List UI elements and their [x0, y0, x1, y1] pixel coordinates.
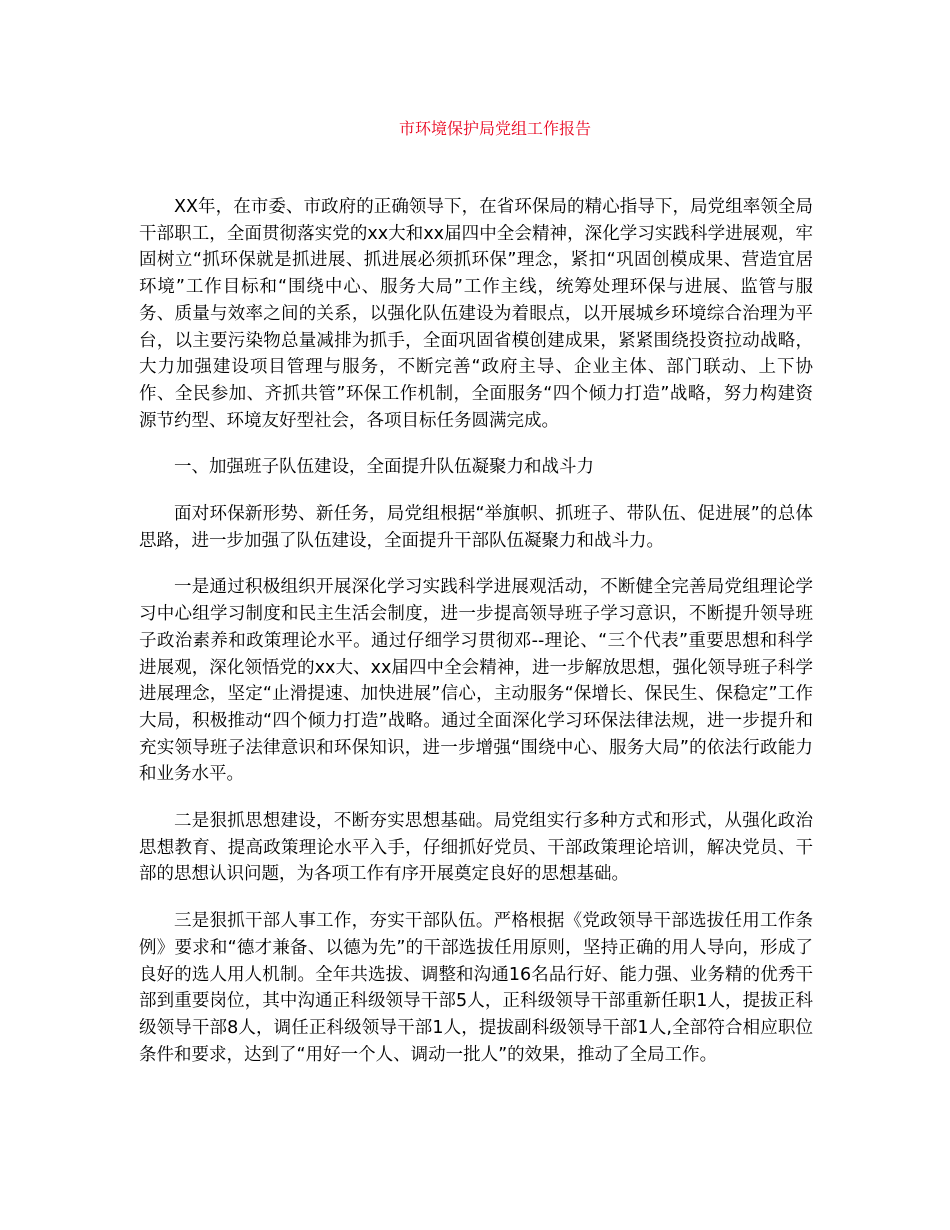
intro-paragraph: XX年，在市委、市政府的正确领导下，在省环保局的精心指导下，局党组率领全局干部职工，全面贯彻落实党的xx大和xx届四中全会精神，深化学习实践科学进展观，牢固树立“抓环保就是抓进展、抓进展必须抓环保”理念，紧扣“巩固创模成果、营造宜居环境”工作目标和“围绕中心、服务大局”工作主线，统筹处理环保与进展、监管与服务、质量与效率之间的关系，以强化队伍建设为着眼点，以开展城乡环境综合治理为平台，以主要污染物总量减排为抓手，全面巩固省模创建成果，紧紧围绕投资拉动战略，大力加强建设项目管理与服务，不断完善“政府主导、企业主体、部门联动、上下协作、全民参加、齐抓共管”环保工作机制，全面服务“四个倾力打造”战略，努力构建资源节约型、环境友好型社会，各项目标任务圆满完成。 [139, 197, 813, 431]
section-intro-paragraph: 面对环保新形势、新任务，局党组根据“举旗帜、抓班子、带队伍、促进展”的总体思路，进一步加强了队伍建设，全面提升干部队伍凝聚力和战斗力。 [139, 504, 813, 551]
document-body [139, 194, 813, 1088]
point-three-paragraph: 三是狠抓干部人事工作，夯实干部队伍。严格根据《党政领导干部选拔任用工作条例》要求和“德才兼备、以德为先”的干部选拔任用原则，坚持正确的用人导向，形成了良好的选人用人机制。全年共选拔、调整和沟通16名品行好、能力强、业务精的优秀干部到重要岗位，其中沟通正科级领导干部5人，正科级领导干部重新任职1人，提拔正科级领导干部8人，调任正科级领导干部1人，提拔副科级领导干部1人,全部符合相应职位条件和要求，达到了“用好一个人、调动一批人”的效果，推动了全局工作。 [139, 911, 813, 1065]
point-one-paragraph: 一是通过积极组织开展深化学习实践科学进展观活动，不断健全完善局党组理论学习中心组学习制度和民主生活会制度，进一步提高领导班子学习意识，不断提升领导班子政治素养和政策理论水平。通过仔细学习贯彻邓--理论、“三个代表”重要思想和科学进展观，深化领悟党的xx大、xx届四中全会精神，进一步解放思想，强化领导班子科学进展理念，坚定“止滑提速、加快进展”信心，主动服务“保增长、保民生、保稳定”工作大局，积极推动“四个倾力打造”战略。通过全面深化学习环保法律法规，进一步提升和充实领导班子法律意识和环保知识，进一步增强“围绕中心、服务大局”的依法行政能力和业务水平。 [139, 577, 813, 785]
document-title: 市环境保护局党组工作报告 [398, 119, 591, 138]
section-heading: 一、加强班子队伍建设，全面提升队伍凝聚力和战斗力 [174, 457, 594, 478]
point-two-paragraph: 二是狠抓思想建设，不断夯实思想基础。局党组实行多种方式和形式，从强化政治思想教育、提高政策理论水平入手，仔细抓好党员、干部政策理论培训，解决党员、干部的思想认识问题，为各项工作有序开展奠定良好的思想基础。 [139, 811, 813, 885]
